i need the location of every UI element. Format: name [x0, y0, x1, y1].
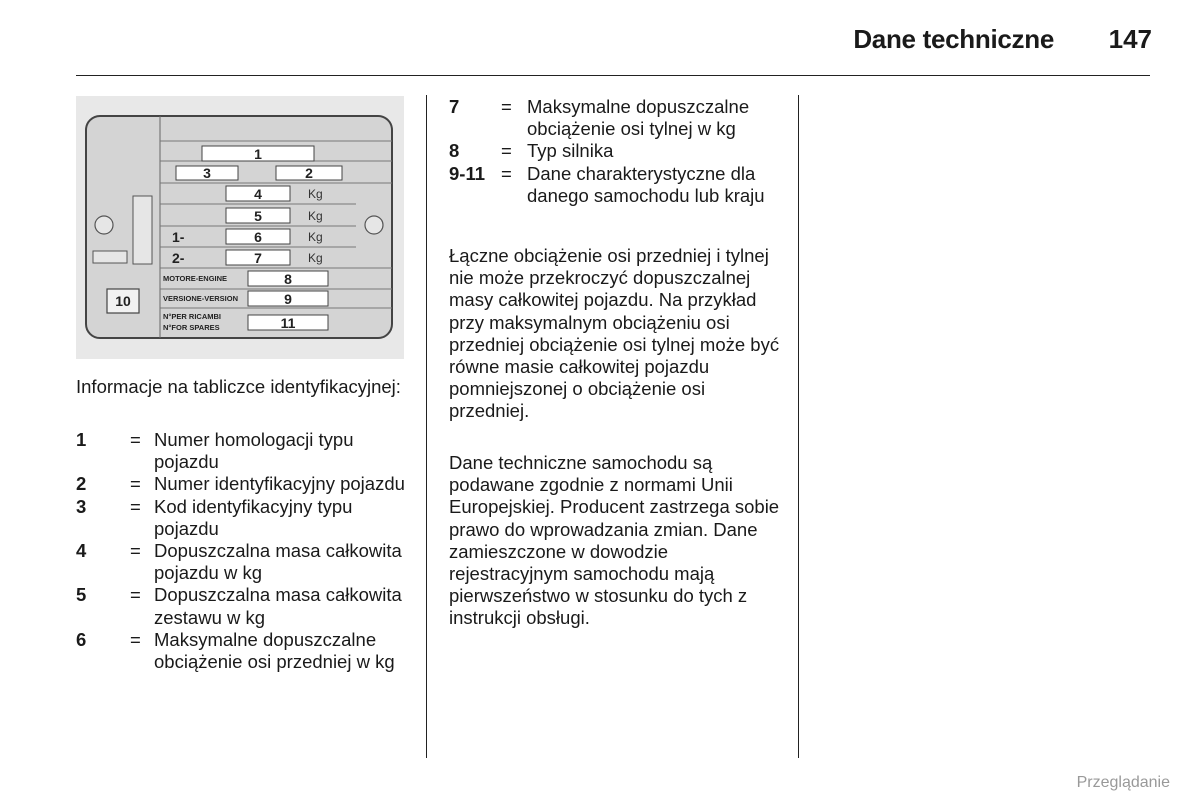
for-spares-label: N°FOR SPARES	[163, 323, 220, 332]
legend-description: Typ silnika	[527, 140, 614, 162]
plate-field-1: 1	[254, 146, 262, 162]
legend-item	[76, 496, 421, 540]
footer-label: Przeglądanie	[1076, 774, 1170, 791]
identification-plate-figure	[76, 96, 404, 359]
legend-item	[449, 140, 794, 162]
legend-equals: =	[501, 96, 512, 117]
legend-description: Dopuszczalna masa całkowita zestawu w kg	[154, 584, 402, 628]
plate-field-9: 9	[284, 291, 292, 307]
legend-description: Dane charakterystyczne dla danego samochodu lub kraju	[527, 162, 765, 206]
header-divider	[76, 75, 1150, 76]
legend-number: 5	[76, 584, 87, 606]
legend-number: 4	[76, 540, 87, 562]
plate-field-11: 11	[280, 315, 296, 331]
plate-field-8: 8	[284, 271, 292, 287]
legend-number: 1	[76, 429, 87, 450]
legend-equals: =	[130, 540, 141, 562]
plate-field-4: 4	[254, 186, 262, 202]
kg-label-6: Kg	[308, 230, 323, 244]
versione-version-label: VERSIONE-VERSION	[163, 294, 239, 303]
legend-item	[76, 629, 421, 673]
legend-item	[449, 163, 794, 207]
axle-front-label: 1-	[172, 229, 185, 245]
legend-equals: =	[501, 162, 512, 184]
motore-engine-label: MOTORE-ENGINE	[163, 274, 228, 283]
left-rivet-icon	[95, 216, 113, 234]
plate-field-5: 5	[254, 208, 262, 224]
legend-equals: =	[130, 584, 141, 606]
axle-rear-label: 2-	[172, 250, 185, 266]
legend-item	[449, 96, 794, 140]
plate-field-3: 3	[203, 165, 211, 181]
paragraph-technical-data: Dane techniczne samochodu są podawane zgodnie z normami Unii Europejskiej. Producent zastrzega sobie prawo do wprowadzania zmian. Dane zamieszczone w dowodzie rejestracyjnym samochodu mają pierwszeństwo w stosunku do tych z instrukcji obsługi.	[449, 452, 780, 629]
paragraph-axle-load: Łączne obciążenie osi przedniej i tylnej nie może przekroczyć dopuszczalnej masy całkowitej pojazdu. Na przykład przy maksymalnym obciążeniu osi przedniej obciążenie osi tylnej może być równe masie całkowitej pojazdu pomniejszonej o obciążenie osi przedniej.	[449, 245, 780, 422]
legend-description: Numer identyfikacyjny pojazdu	[154, 473, 405, 495]
kg-label-7: Kg	[308, 251, 323, 265]
legend-description: Kod identyfikacyjny typu pojazdu	[154, 495, 353, 539]
legend-number: 7	[449, 96, 460, 117]
legend-equals: =	[130, 429, 141, 450]
legend-number: 3	[76, 495, 87, 517]
legend-number: 8	[449, 140, 460, 162]
legend-equals: =	[130, 495, 141, 517]
legend-item	[76, 540, 421, 584]
figure-caption: Informacje na tabliczce identyfikacyjnej:	[76, 376, 401, 397]
legend-item	[76, 473, 421, 495]
kg-label-5: Kg	[308, 209, 323, 223]
legend-description: Maksymalne dopuszczalne obciążenie osi przedniej w kg	[154, 628, 395, 673]
left-legend-list	[76, 429, 421, 673]
right-rivet-icon	[365, 216, 383, 234]
legend-number: 9-11	[449, 162, 486, 184]
legend-number: 2	[76, 473, 87, 495]
per-ricambi-label: N°PER RICAMBI	[163, 312, 222, 321]
plate-field-6: 6	[254, 229, 262, 245]
legend-item	[76, 584, 421, 628]
legend-description: Maksymalne dopuszczalne obciążenie osi tylnej w kg	[527, 96, 750, 140]
column-divider-1	[426, 95, 427, 758]
plate-field-7: 7	[254, 250, 262, 266]
legend-description: Numer homologacji typu pojazdu	[154, 429, 354, 473]
page-number: 147	[1108, 24, 1152, 54]
kg-label-4: Kg	[308, 187, 323, 201]
plate-drawing	[76, 96, 404, 359]
right-legend-list	[449, 96, 794, 207]
plate-field-2: 2	[305, 165, 313, 181]
legend-description: Dopuszczalna masa całkowita pojazdu w kg	[154, 540, 402, 584]
section-title: Dane techniczne	[853, 24, 1054, 54]
legend-equals: =	[501, 140, 512, 162]
plate-field-10: 10	[115, 293, 131, 309]
legend-equals: =	[130, 473, 141, 495]
legend-number: 6	[76, 628, 87, 650]
column-divider-2	[798, 95, 799, 758]
legend-item	[76, 429, 421, 473]
legend-equals: =	[130, 628, 141, 650]
